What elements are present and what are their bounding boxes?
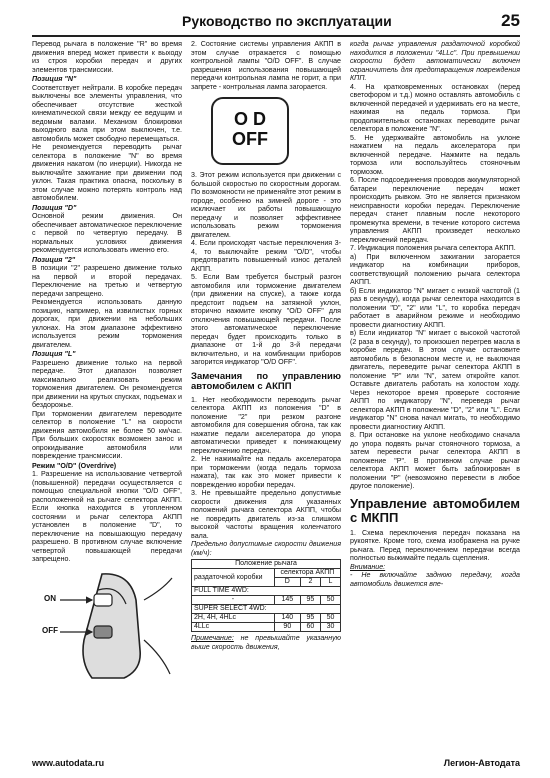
paragraph: 3. Этот режим используется при движении с большой скоростью по скоростным дорогам. По возможности не применяйте этот режим в городе, особенно на зимней дороге - это исключает их работы повышающую передачу и позволяет эффективнее использовать режим торможения двигателем.: [191, 171, 341, 239]
table-row: [192, 596, 341, 605]
paragraph: 8. При остановке на уклоне необходимо сначала до упора подвять рычаг стояночного тормоза, а затем перевести рычаг селектора АКПП в положение "P". В противном случае рычаг селектора АКПП может быть заблокирован в положении "P" (невозможно перевести в любое другое положение).: [350, 431, 520, 490]
table-cell: 60: [300, 623, 320, 632]
table-header: 2: [300, 578, 320, 587]
paragraph: 7. Индикация положения рычага селектора АКПП.: [350, 244, 516, 252]
paragraph: а) При включенном зажигании загорается индикатор на комбинации приборов, соответствующий положению рычага селектора АКПП.: [350, 252, 520, 286]
table-cell: 2H, 4H, 4HLc: [192, 614, 275, 623]
paragraph: 5. Если Вам требуется быстрый разгон автомобиля или торможение двигателем (при движении на спуске), а также когда предстоит подъем на затяжной уклон, вторично нажмите кнопку "O/D OFF" для отключения повышающей передачи. После этого автоматическое переключение передач будет происходить только в диапазоне от 1-й до 3-й передачи включительно, и на комбинации приборов загорится индикатор "O/D OFF".: [191, 273, 341, 366]
paragraph: 1. Схема переключения передач показана на рукоятке. Кроме того, схема изображена на ручке рычага. Перед переключением передачи всегда полностью выжимайте педаль сцепления.: [350, 528, 520, 562]
table-header: Положение рычага: [192, 560, 341, 569]
table-header: селектора АКПП: [274, 569, 340, 578]
paragraph: 5. Не удерживайте автомобиль на уклоне нажатием на педаль акселератора при включенной передаче. Нажмите на педаль тормоза или воспользуйтесь стояночным тормозом.: [350, 133, 520, 176]
table-header: D: [274, 578, 300, 587]
paragraph: 4. Если происходят частые переключения 3-4, то выключайте режим "O/D", чтобы предотвратить повышенный износ деталей АКПП.: [191, 239, 341, 273]
table-row: [192, 623, 341, 632]
paragraph: 6. После подсоединения проводов аккумуляторной батареи переключение передач может происходить рывком. Это не является признаком неисправности коробки передач. Переключение передач станет плавным после некоторого промежутка времени, в течение которого система управления АКПП произведет несколько переключений передач.: [350, 176, 520, 244]
heading-position-d: Позиция "D": [32, 203, 77, 212]
paragraph: в) Если индикатор "N" мигает с высокой частотой (2 раза в секунду), то произошел перегрев масла в коробке передач. В этом случае остановите автомобиль в безопасном месте и, не выключая двигатель, переведите рычаг селектора АКПП в положение "P" или "N", затем откройте капот. Оставьте двигатель работать на холостом ходу. Через некоторое время проверьте состояние АКПП по индикатору "N", переведя рычаг селектора АКПП в положение "D", "2" или "L". Если индикатор "N" снова начал мигать, то необходимо провести диагностику АКПП.: [350, 329, 520, 431]
table-cell: 95: [300, 614, 320, 623]
table-cell: 140: [274, 614, 300, 623]
table-row: [192, 614, 341, 623]
od-off-line1: O D: [233, 109, 266, 129]
paragraph: 4. На кратковременных остановках (перед светофором и т.д.) можно оставлять автомобиль с включенной передачей и удерживать его на месте, нажимая на педаль тормоза. При продолжительных остановках переводите рычаг селектора в положение "N".: [350, 82, 520, 133]
column-1: [32, 40, 182, 682]
paragraph: Соответствует нейтрали. В коробке передач выключены все элементы управления, что обеспечивает отсутствие жесткой кинематической связи между ее ведущим и ведомым валами. Механизм блокировки выходного вала при этом выключен, т.е. автомобиль может свободно перемещаться.: [32, 83, 182, 143]
table-cell: 90: [274, 623, 300, 632]
shift-lever-illustration: [32, 570, 182, 682]
label-on: ON: [44, 593, 56, 603]
page-footer: [32, 758, 520, 768]
paragraph: 2. Состояние системы управления АКПП в этом случае отражается с помощью контрольной лампы "O/D OFF". В случае разрешения использования повышающей передачи контрольная лампа не горит, а при запрете - контрольная лампа загорается.: [191, 40, 341, 91]
footer-url: www.autodata.ru: [32, 758, 105, 768]
note: [191, 634, 341, 651]
heading-position-2: Позиция "2": [32, 255, 76, 264]
footer-publisher: Легион-Автодата: [443, 758, 520, 768]
table-cell: 95: [300, 596, 320, 605]
label-off: OFF: [42, 625, 58, 635]
attention-label: Внимание:: [350, 562, 386, 571]
speed-limit-table: [191, 559, 341, 632]
od-off-line2: OFF: [232, 129, 268, 149]
od-off-indicator-icon: [211, 97, 289, 165]
attention-heading: [350, 563, 520, 572]
paragraph: 1. Разрешение на использование четвертой (повышенной) передачи осуществляется с помощью специальной кнопки "O/D OFF", расположенной на рычаге селектора АКПП. Если кнопка находится в утопленном состоянии и рычаг селектора АКПП установлен в положение "D", то переключение на повышающую передачу разрешено. В противном случае включение четвертой повышающей передачи запрещено.: [32, 470, 182, 563]
paragraph: - Не включайте заднюю передачу, когда автомобиль движется впе-: [350, 571, 520, 588]
page-number: 25: [501, 11, 520, 30]
section-heading-akpp: Замечания по управлению автомобилем с АКПП: [191, 370, 341, 392]
table-header: раздаточной коробки: [192, 569, 275, 587]
note-heading: Примечание:: [191, 634, 234, 642]
heading-position-n: Позиция "N": [32, 75, 77, 83]
paragraph: Не рекомендуется переводить рычаг селектора в положение "N" во время движения накатом (по инерции). Никогда не выключайте зажигание при движении под уклон. Такая практика опасна, поскольку в этом случае можно потерять контроль над автомобилем.: [32, 143, 182, 202]
table-caption: Предельно допустимые скорости движения (км/ч):: [191, 540, 341, 557]
page-title: Руководство по эксплуатации: [182, 13, 392, 29]
table-group: SUPER SELECT 4WD:: [192, 605, 341, 614]
table-cell: 145: [274, 596, 300, 605]
section-heading-mkpp: Управление автомобилем с МКПП: [350, 495, 520, 525]
table-group: FULL TIME 4WD:: [192, 587, 341, 596]
table-cell: 30: [320, 623, 340, 632]
paragraph: Основной режим движения. Он обеспечивает автоматическое переключение с первой по четвертую передачу. В нормальных условиях движения рекомендуется использовать именно его.: [32, 212, 182, 254]
table-cell: 50: [320, 614, 340, 623]
heading-overdrive: Режим "O/D" (Overdrive): [32, 461, 117, 470]
table-cell: 50: [320, 596, 340, 605]
paragraph: Перевод рычага в положение "R" во время движения вперед может привести к выходу из строя коробки передач и других элементов трансмиссии.: [32, 40, 182, 74]
paragraph: 2. Не нажимайте на педаль акселератора при торможении (когда педаль тормоза нажата), так как это может привести к повреждению коробки передач.: [191, 455, 341, 489]
note-text: не превышайте указанную выше скорость движения,: [191, 634, 341, 651]
paragraph: Разрешено движение только на первой передаче. Этот диапазон позволяет максимально реализовать режим торможения двигателем. Он рекомендуется при движении на крутых спусках, подъемах и бездорожье.: [32, 358, 182, 409]
table-header: L: [320, 578, 340, 587]
table-cell: -: [192, 596, 275, 605]
column-3: [350, 40, 520, 588]
paragraph: 3. Не превышайте предельно допустимые скорости движения для указанных положений рычага селектора АКПП, чтобы не повредить двигатель из-за слишком высокой частоты вращения коленчатого вала.: [191, 489, 341, 540]
header-rule: [32, 35, 520, 37]
table-cell: 4LLc: [192, 623, 275, 632]
paragraph: когда рычаг управления раздаточной коробкой находится в положении "4LLc". При превышении скорости будет автоматически включен ограничитель для предотвращения повреждения КПП.: [350, 40, 520, 82]
heading-position-l: Позиция "L": [32, 350, 76, 358]
paragraph: 1. Нет необходимости переводить рычаг селектора АКПП из положения "D" в положение "2" при резком разгоне автомобиля для совершения обгона, так как нажатие педали акселератора до упора автоматически приведет к понижающему переключению передач.: [191, 395, 341, 455]
paragraph: В позиции "2" разрешено движение только на первой и второй передачах. Переключение на третью и четвертую передачи запрещено.: [32, 264, 182, 298]
paragraph: Рекомендуется использовать данную позицию, например, на извилистых горных дорогах, при движении на небольших уклонах. На этом диапазоне эффективно используется режим торможения двигателем.: [32, 298, 182, 349]
page-header: [32, 13, 520, 33]
column-2: [191, 40, 341, 651]
paragraph: При торможении двигателем переводите селектор в положение "L" на скорости движения автомобиля не более 50 км/час. При больших скоростях возможен занос и опрокидывание автомобиля или повреждение трансмиссии.: [32, 409, 182, 460]
paragraph: б) Если индикатор "N" мигает с низкой частотой (1 раз в секунду), когда рычаг селектора находится в положении "D", "2" или "L", то коробка передач работает в аварийном режиме и необходимо провести диагностику АКПП.: [350, 286, 520, 329]
